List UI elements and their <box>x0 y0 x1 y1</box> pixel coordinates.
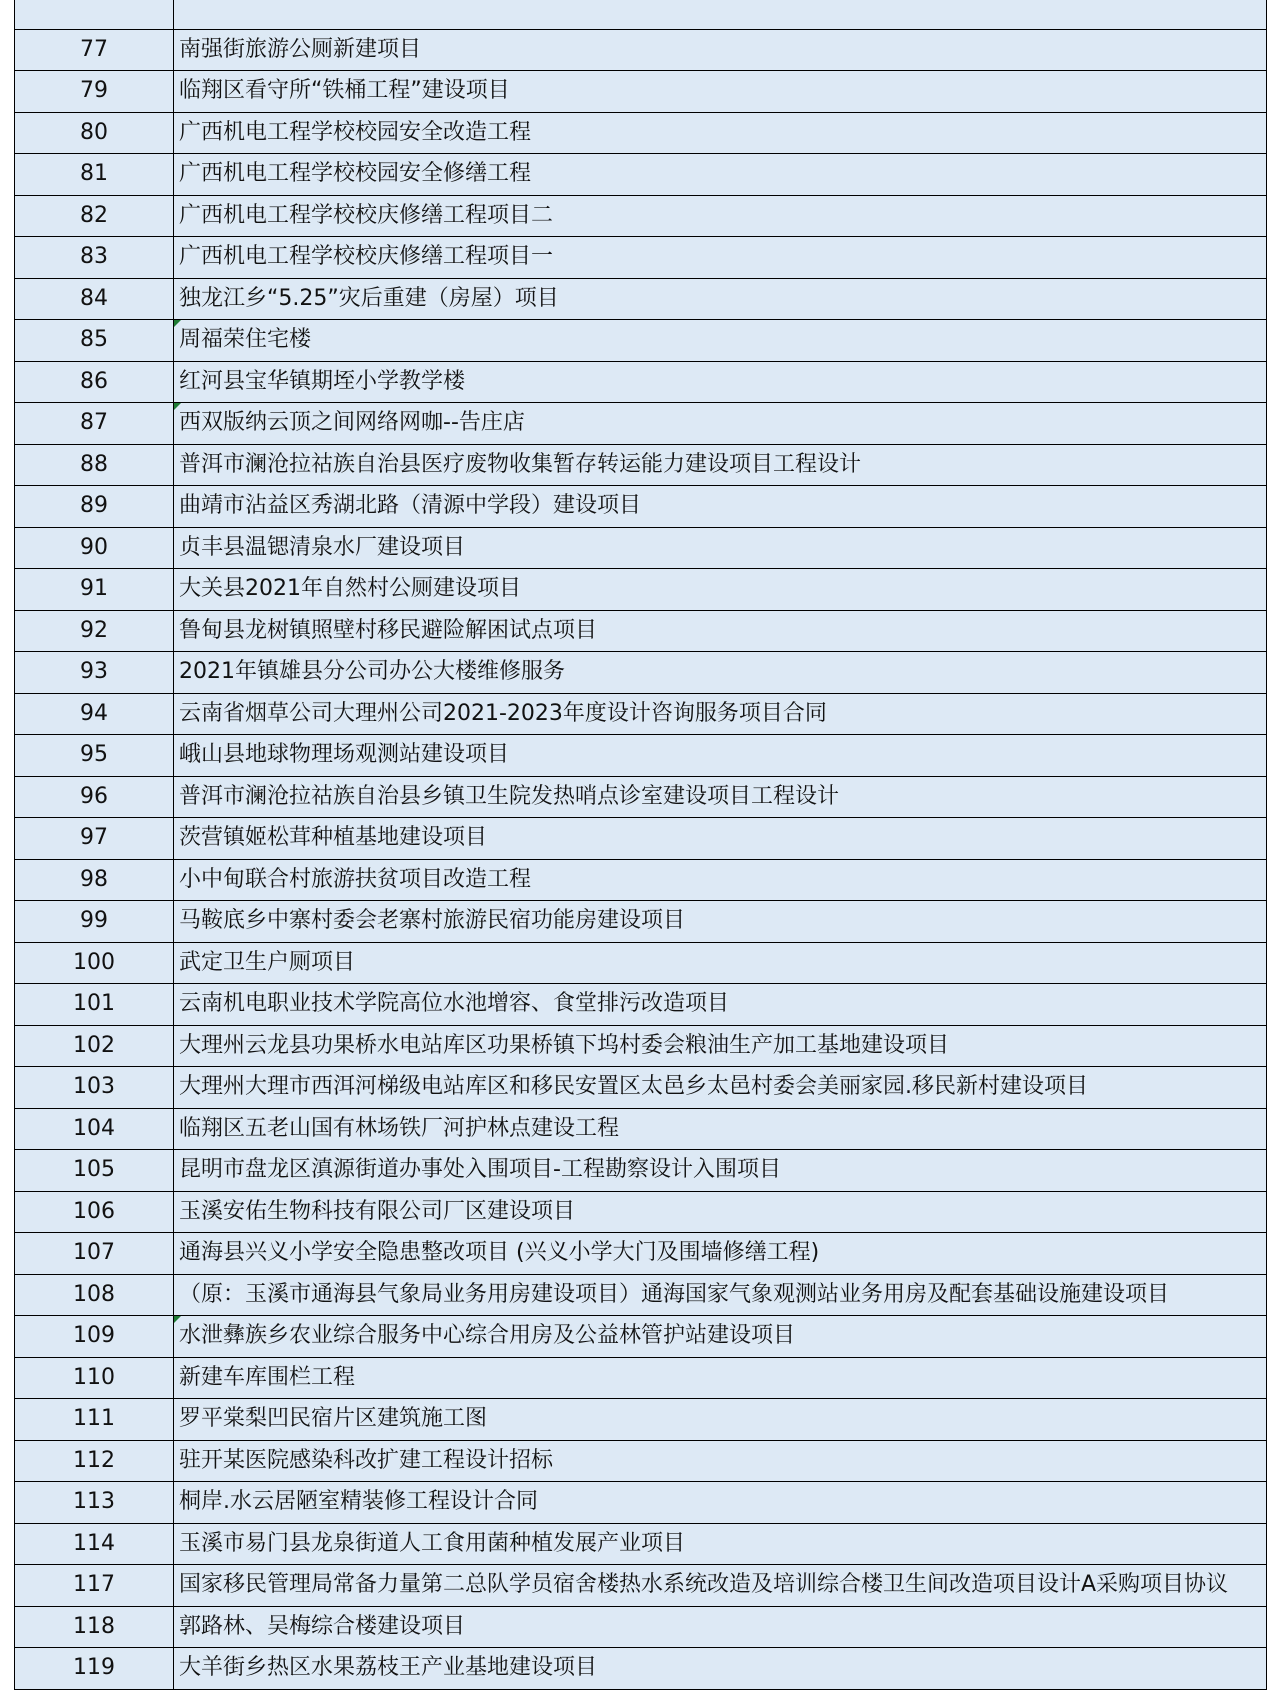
cell-number[interactable]: 117 <box>15 1565 174 1607</box>
cell-project-name[interactable]: 大理州大理市西洱河梯级电站库区和移民安置区太邑乡太邑村委会美丽家园.移民新村建设项目 <box>174 1067 1267 1109</box>
cell-number[interactable]: 88 <box>15 444 174 486</box>
cell-number[interactable]: 100 <box>15 942 174 984</box>
cell-number[interactable]: 108 <box>15 1274 174 1316</box>
table-row <box>15 735 1267 777</box>
cell-project-name[interactable]: 广西机电工程学校校园安全修缮工程 <box>174 154 1267 196</box>
cell-project-name[interactable]: 国家移民管理局常备力量第二总队学员宿舍楼热水系统改造及培训综合楼卫生间改造项目设计A采购项目协议 <box>174 1565 1267 1607</box>
cell-project-name[interactable]: 玉溪安佑生物科技有限公司厂区建设项目 <box>174 1191 1267 1233</box>
table-row <box>15 569 1267 611</box>
cell-number[interactable]: 96 <box>15 776 174 818</box>
cell-number[interactable]: 86 <box>15 361 174 403</box>
cell-project-name[interactable] <box>174 0 1267 29</box>
cell-number[interactable]: 82 <box>15 195 174 237</box>
cell-project-name[interactable]: 大羊街乡热区水果荔枝王产业基地建设项目 <box>174 1648 1267 1690</box>
cell-number[interactable]: 92 <box>15 610 174 652</box>
cell-project-name[interactable]: 云南机电职业技术学院高位水池增容、食堂排污改造项目 <box>174 984 1267 1026</box>
table-row <box>15 278 1267 320</box>
cell-number[interactable]: 114 <box>15 1523 174 1565</box>
cell-project-name[interactable]: 新建车库围栏工程 <box>174 1357 1267 1399</box>
cell-project-name[interactable]: 桐岸.水云居陋室精装修工程设计合同 <box>174 1482 1267 1524</box>
cell-project-name[interactable]: 贞丰县温锶清泉水厂建设项目 <box>174 527 1267 569</box>
cell-project-name[interactable]: 2021年镇雄县分公司办公大楼维修服务 <box>174 652 1267 694</box>
cell-project-name[interactable]: 通海县兴义小学安全隐患整改项目 (兴义小学大门及围墙修缮工程) <box>174 1233 1267 1275</box>
table-row <box>15 195 1267 237</box>
table-row <box>15 1523 1267 1565</box>
cell-number[interactable]: 97 <box>15 818 174 860</box>
cell-number[interactable]: 80 <box>15 112 174 154</box>
cell-project-name[interactable]: 鲁甸县龙树镇照壁村移民避险解困试点项目 <box>174 610 1267 652</box>
cell-number[interactable]: 119 <box>15 1648 174 1690</box>
table-row <box>15 1150 1267 1192</box>
table-row <box>15 776 1267 818</box>
table-row <box>15 1606 1267 1648</box>
cell-number[interactable]: 111 <box>15 1399 174 1441</box>
cell-project-name[interactable]: 独龙江乡“5.25”灾后重建（房屋）项目 <box>174 278 1267 320</box>
cell-number[interactable]: 101 <box>15 984 174 1026</box>
cell-number[interactable]: 93 <box>15 652 174 694</box>
cell-project-name[interactable]: 郭路林、吴梅综合楼建设项目 <box>174 1606 1267 1648</box>
table-row <box>15 984 1267 1026</box>
table-body <box>15 0 1267 1689</box>
table-row <box>15 1316 1267 1358</box>
cell-number[interactable]: 107 <box>15 1233 174 1275</box>
cell-number[interactable]: 87 <box>15 403 174 445</box>
cell-number[interactable]: 79 <box>15 71 174 113</box>
table-row <box>15 1108 1267 1150</box>
cell-project-name[interactable]: 南强街旅游公厕新建项目 <box>174 29 1267 71</box>
cell-project-name[interactable]: 大关县2021年自然村公厕建设项目 <box>174 569 1267 611</box>
table-row <box>15 859 1267 901</box>
cell-number[interactable]: 106 <box>15 1191 174 1233</box>
table-row <box>15 444 1267 486</box>
table-row <box>15 1067 1267 1109</box>
table-row <box>15 1648 1267 1690</box>
cell-number[interactable]: 83 <box>15 237 174 279</box>
cell-number[interactable]: 91 <box>15 569 174 611</box>
table-row <box>15 1357 1267 1399</box>
table-row <box>15 71 1267 113</box>
cell-project-name[interactable]: 罗平棠梨凹民宿片区建筑施工图 <box>174 1399 1267 1441</box>
cell-project-name[interactable]: 红河县宝华镇期垤小学教学楼 <box>174 361 1267 403</box>
cell-project-name[interactable]: 驻开某医院感染科改扩建工程设计招标 <box>174 1440 1267 1482</box>
cell-number[interactable]: 118 <box>15 1606 174 1648</box>
cell-project-name[interactable]: 小中甸联合村旅游扶贫项目改造工程 <box>174 859 1267 901</box>
table-row <box>15 112 1267 154</box>
cell-project-name[interactable]: 临翔区五老山国有林场铁厂河护林点建设工程 <box>174 1108 1267 1150</box>
cell-project-name[interactable]: 广西机电工程学校校园安全改造工程 <box>174 112 1267 154</box>
table-row <box>15 693 1267 735</box>
cell-number[interactable]: 102 <box>15 1025 174 1067</box>
table-row <box>15 1025 1267 1067</box>
cell-project-name[interactable]: 广西机电工程学校校庆修缮工程项目一 <box>174 237 1267 279</box>
table-row <box>15 610 1267 652</box>
project-table <box>14 0 1267 1690</box>
cell-project-name[interactable]: 广西机电工程学校校庆修缮工程项目二 <box>174 195 1267 237</box>
table-row <box>15 652 1267 694</box>
cell-number[interactable]: 98 <box>15 859 174 901</box>
table-row <box>15 29 1267 71</box>
cell-number[interactable]: 81 <box>15 154 174 196</box>
table-row <box>15 942 1267 984</box>
cell-number[interactable]: 105 <box>15 1150 174 1192</box>
cell-number[interactable]: 109 <box>15 1316 174 1358</box>
table-row <box>15 237 1267 279</box>
table-row <box>15 1233 1267 1275</box>
cell-project-name[interactable]: 云南省烟草公司大理州公司2021-2023年度设计咨询服务项目合同 <box>174 693 1267 735</box>
cell-number[interactable]: 84 <box>15 278 174 320</box>
cell-number[interactable] <box>15 0 174 29</box>
cell-project-name[interactable]: 普洱市澜沧拉祜族自治县乡镇卫生院发热哨点诊室建设项目工程设计 <box>174 776 1267 818</box>
sheet-right-margin <box>1267 0 1280 1698</box>
cell-number[interactable]: 110 <box>15 1357 174 1399</box>
cell-project-name[interactable]: 马鞍底乡中寨村委会老寨村旅游民宿功能房建设项目 <box>174 901 1267 943</box>
cell-number[interactable]: 90 <box>15 527 174 569</box>
cell-number[interactable]: 77 <box>15 29 174 71</box>
table-row <box>15 527 1267 569</box>
cell-number[interactable]: 95 <box>15 735 174 777</box>
table-row <box>15 486 1267 528</box>
cell-number[interactable]: 112 <box>15 1440 174 1482</box>
table-row <box>15 901 1267 943</box>
cell-project-name[interactable]: 茨营镇姬松茸种植基地建设项目 <box>174 818 1267 860</box>
table-row <box>15 1191 1267 1233</box>
table-row <box>15 818 1267 860</box>
table-row <box>15 1440 1267 1482</box>
cell-project-name[interactable]: 曲靖市沾益区秀湖北路（清源中学段）建设项目 <box>174 486 1267 528</box>
cell-number[interactable]: 89 <box>15 486 174 528</box>
table-row <box>15 361 1267 403</box>
table-row <box>15 1399 1267 1441</box>
cell-project-name[interactable]: 周福荣住宅楼 <box>174 320 1267 362</box>
cell-project-name[interactable]: 武定卫生户厕项目 <box>174 942 1267 984</box>
cell-project-name[interactable]: （原：玉溪市通海县气象局业务用房建设项目）通海国家气象观测站业务用房及配套基础设施建设项目 <box>174 1274 1267 1316</box>
table-row <box>15 1482 1267 1524</box>
table-row <box>15 1274 1267 1316</box>
cell-project-name[interactable]: 西双版纳云顶之间网络网咖--告庄店 <box>174 403 1267 445</box>
cell-project-name[interactable]: 昆明市盘龙区滇源街道办事处入围项目-工程勘察设计入围项目 <box>174 1150 1267 1192</box>
cell-number[interactable]: 94 <box>15 693 174 735</box>
table-row <box>15 403 1267 445</box>
cell-number[interactable]: 103 <box>15 1067 174 1109</box>
cell-project-name[interactable]: 临翔区看守所“铁桶工程”建设项目 <box>174 71 1267 113</box>
table-row <box>15 154 1267 196</box>
cell-project-name[interactable]: 大理州云龙县功果桥水电站库区功果桥镇下坞村委会粮油生产加工基地建设项目 <box>174 1025 1267 1067</box>
cell-number[interactable]: 99 <box>15 901 174 943</box>
table-row <box>15 1565 1267 1607</box>
cell-number[interactable]: 85 <box>15 320 174 362</box>
cell-project-name[interactable]: 玉溪市易门县龙泉街道人工食用菌种植发展产业项目 <box>174 1523 1267 1565</box>
cell-number[interactable]: 104 <box>15 1108 174 1150</box>
cell-project-name[interactable]: 峨山县地球物理场观测站建设项目 <box>174 735 1267 777</box>
cell-project-name[interactable]: 水泄彝族乡农业综合服务中心综合用房及公益林管护站建设项目 <box>174 1316 1267 1358</box>
table-row-partial <box>15 0 1267 29</box>
cell-number[interactable]: 113 <box>15 1482 174 1524</box>
table-row <box>15 320 1267 362</box>
cell-project-name[interactable]: 普洱市澜沧拉祜族自治县医疗废物收集暂存转运能力建设项目工程设计 <box>174 444 1267 486</box>
